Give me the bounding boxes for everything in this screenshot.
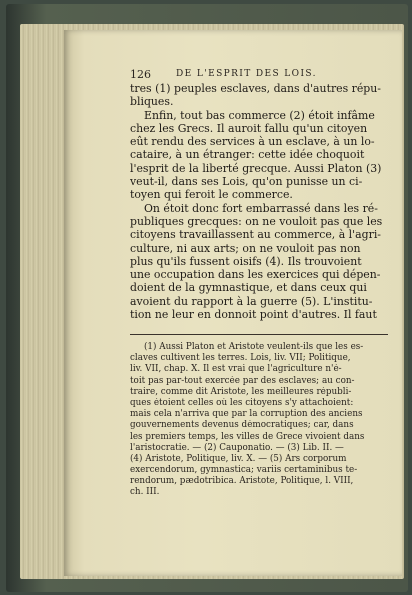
body-text (130, 82, 392, 321)
body-line: l'esprit de la liberté grecque. Aussi Platon (3) (130, 161, 382, 175)
body-line: doient de la gymnastique, et dans ceux qui (130, 281, 367, 295)
footnote-line: toit pas par-tout exercée par des esclaves; au con- (130, 375, 355, 386)
footnote-line: liv. VII, chap. X. Il est vrai que l'agriculture n'é- (130, 364, 342, 375)
body-line: culture, ni aux arts; on ne vouloit pas non (130, 241, 361, 255)
footnote-divider (130, 334, 388, 335)
body-line: une occupation dans les exercices qui dépen- (130, 268, 381, 282)
body-line: citoyens travaillassent au commerce, à l'agri- (130, 228, 381, 242)
body-line: tres (1) peuples esclaves, dans d'autres répu- (130, 82, 381, 95)
running-title: DE L'ESPRIT DES LOIS. (176, 69, 317, 79)
footnote-line: ques étoient celles où les citoyens s'y attachoient: (130, 397, 354, 408)
footnote-line: rendorum, pædotribica. Aristote, Politique, l. VIII, (130, 476, 354, 487)
body-line: plus qu'ils fussent oisifs (4). Ils trouvoient (130, 254, 362, 268)
page-number: 126 (130, 68, 151, 81)
footnote-line: (4) Aristote, Politique, liv. X. — (5) Ars corporum (130, 453, 347, 464)
body-line: veut-il, dans ses Lois, qu'on punisse un ci- (130, 175, 363, 189)
footnote-line: gouvernements devenus démocratiques; car, dans (130, 420, 354, 431)
body-line: Enfin, tout bas commerce (2) étoit infâme (144, 108, 375, 122)
footnote-line: ch. III. (130, 487, 160, 498)
footnote-line: claves cultivent les terres. Lois, liv. VII; Politique, (130, 353, 351, 364)
footnote-line: traire, comme dit Aristote, les meilleures républi- (130, 386, 352, 397)
footnote-line: exercendorum, gymnastica; variis certaminibus te- (130, 465, 358, 476)
body-line: chez les Grecs. Il auroit fallu qu'un citoyen (130, 121, 368, 135)
body-line: cataire, à un étranger: cette idée choquoit (130, 148, 365, 162)
body-line: eût rendu des services à un esclave, à un lo- (130, 135, 375, 149)
body-line: bliques. (130, 95, 174, 109)
footnote-line: les premiers temps, les villes de Grece vivoient dans (130, 431, 365, 442)
running-header (130, 68, 392, 82)
footnotes (130, 342, 394, 499)
body-line: publiques grecques: on ne vouloit pas que les (130, 214, 383, 228)
body-line: tion ne leur en donnoit point d'autres. Il faut (130, 308, 377, 322)
body-line: avoient du rapport à la guerre (5). L'institu- (130, 294, 373, 308)
footnote-line: (1) Aussi Platon et Aristote veulent-ils que les es- (144, 342, 364, 352)
footnote-line: l'aristocratie. — (2) Cauponatio. — (3) Lib. II. — (130, 442, 344, 453)
footnote-line: mais cela n'arriva que par la corruption des anciens (130, 409, 363, 420)
body-line: toyen qui feroit le commerce. (130, 188, 293, 202)
body-line: On étoit donc fort embarrassé dans les ré- (144, 201, 378, 215)
